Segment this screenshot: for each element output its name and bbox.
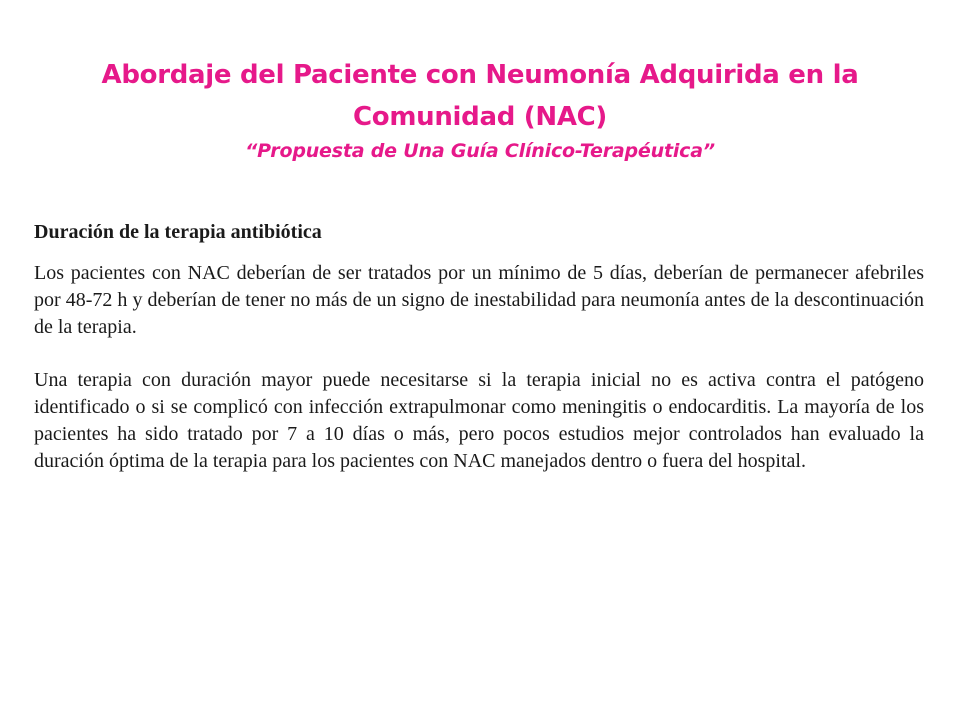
- document-excerpt: [34, 214, 924, 501]
- paragraph-1: Los pacientes con NAC deberían de ser tratados por un mínimo de 5 días, deberían de permanecer afebriles por 48-72 h y deberían de tener no más de un signo de inestabilidad para neumonía antes de la descontinuación de la terapia.: [34, 262, 924, 338]
- section-heading: Duración de la terapia antibiótica: [34, 221, 322, 243]
- slide-subtitle: “Propuesta de Una Guía Clínico-Terapéutica”: [245, 140, 715, 162]
- title-line-1: Abordaje del Paciente con Neumonía Adquirida en la: [101, 60, 859, 90]
- title-line-2: Comunidad (NAC): [352, 102, 607, 132]
- slide-title: [40, 54, 920, 164]
- paragraph-2: Una terapia con duración mayor puede necesitarse si la terapia inicial no es activa contra el patógeno identificado o si se complicó con infección extrapulmonar como meningitis o endocarditis. La mayoría de los pacientes ha sido tratado por 7 a 10 días o más, pero pocos estudios mejor controlados han evaluado la duración óptima de la terapia para los pacientes con NAC manejados dentro o fuera del hospital.: [34, 369, 924, 472]
